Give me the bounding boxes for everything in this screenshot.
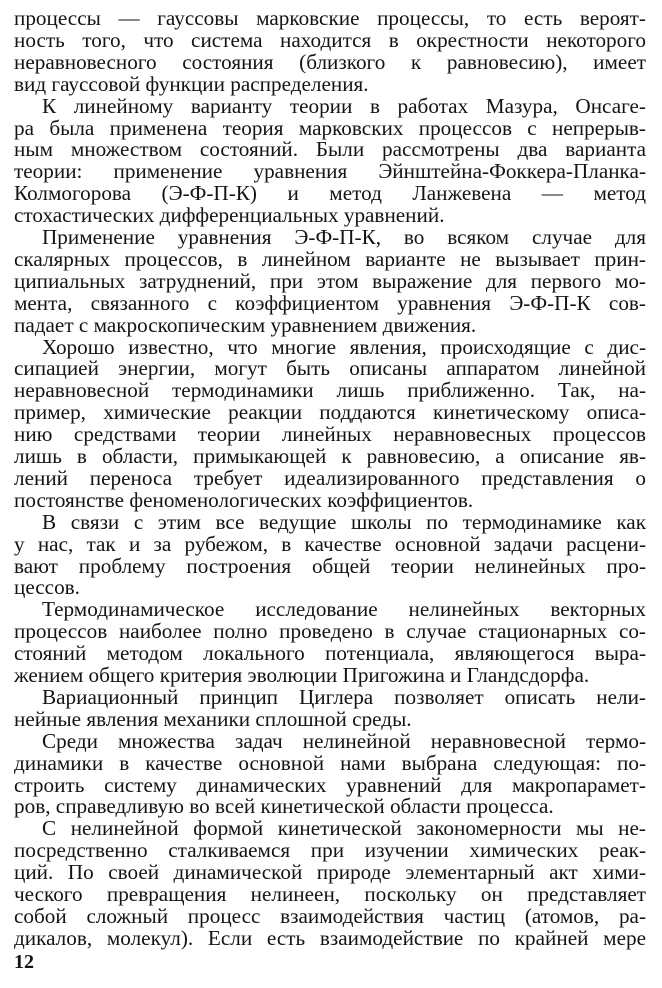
- text-line: пример, химические реакции поддаются кинетическому описа-: [14, 400, 646, 425]
- text-line: С нелинейной формой кинетической закономерности мы не-: [42, 816, 646, 841]
- text-line: неравновесной термодинамики лишь приближенно. Так, на-: [14, 378, 646, 403]
- text-line: ций. По своей динамической природе элементарный акт хими-: [14, 860, 646, 885]
- text-line: динамики в качестве основной нами выбрана следующая: по-: [14, 750, 646, 775]
- text-line: строить систему динамических уравнений для макропарамет-: [14, 772, 646, 797]
- text-line: ческого превращения нелинеен, поскольку он представляет: [14, 882, 646, 906]
- text-line: вают проблему построения общей теории нелинейных про-: [14, 553, 646, 578]
- text-line: ным множеством состояний. Были рассмотрены два варианта: [14, 137, 646, 162]
- text-line: Хорошо известно, что многие явления, происходящие с дис-: [42, 334, 646, 359]
- text-line: скалярных процессов, в линейном варианте не вызывает прин-: [14, 246, 646, 271]
- text-line: собой сложный процесс взаимодействия частиц (атомов, ра-: [14, 903, 646, 928]
- text-line: посредственно сталкиваемся при изучении химических реак-: [14, 838, 646, 863]
- text-line: Применение уравнения Э-Ф-П-К, во всяком случае для: [42, 225, 646, 249]
- text-line: у нас, так и за рубежом, в качестве основной задачи расцени-: [14, 531, 646, 556]
- text-line: теории: применение уравнения Эйнштейна-Фоккера-Планка-: [14, 159, 646, 184]
- text-line: неравновесного состояния (близкого к равновесию), имеет: [14, 49, 646, 74]
- text-line: процессов наиболее полно проведено в случае стационарных со-: [14, 619, 646, 644]
- text-line: К линейному варианту теории в работах Мазура, Онсаге-: [42, 93, 646, 118]
- text-line: постоянстве феноменологических коэффициентов.: [14, 487, 474, 512]
- text-line: лишь в области, примыкающей к равновесию, а описание яв-: [14, 444, 646, 468]
- text-line: В связи с этим все ведущие школы по термодинамике как: [42, 509, 646, 534]
- text-line: нейные явления механики сплошной среды.: [14, 706, 412, 731]
- text-line: сипацией энергии, могут быть описаны аппаратом линейной: [14, 356, 646, 381]
- text-line: ность того, что система находится в окрестности некоторого: [14, 27, 646, 52]
- text-line: Термодинамическое исследование нелинейных векторных: [42, 597, 646, 622]
- text-line: процессы — гауссовы марковские процессы, то есть вероят-: [14, 6, 646, 30]
- text-line: падает с макроскопическим уравнением движения.: [14, 312, 477, 337]
- text-line: жением общего критерия эволюции Пригожина и Гландсдорфа.: [14, 663, 590, 687]
- text-line: ров, справедливую во всей кинетической области процесса.: [14, 794, 554, 819]
- text-line: Среди множества задач нелинейной неравновесной термо-: [42, 728, 646, 753]
- text-line: мента, связанного с коэффициентом уравнения Э-Ф-П-К сов-: [14, 290, 646, 315]
- page-number: 12: [14, 951, 34, 973]
- text-line: Вариационный принцип Циглера позволяет описать нели-: [42, 684, 646, 709]
- text-line: ципиальных затруднений, при этом выражение для первого мо-: [14, 268, 646, 293]
- text-line: лений переноса требует идеализированного представления о: [14, 465, 646, 490]
- text-line: нию средствами теории линейных неравновесных процессов: [14, 422, 646, 447]
- text-line: Колмогорова (Э-Ф-П-К) и метод Ланжевена — метод: [14, 181, 646, 206]
- text-line: дикалов, молекул). Если есть взаимодействие по крайней мере: [14, 925, 646, 950]
- text-line: цессов.: [14, 575, 80, 600]
- text-line: стохастических дифференциальных уравнений.: [14, 203, 445, 228]
- text-line: стояний методом локального потенциала, являющегося выра-: [14, 641, 646, 666]
- text-line: ра была применена теория марковских процессов с непрерыв-: [14, 115, 646, 140]
- text-line: вид гауссовой функции распределения.: [14, 71, 369, 96]
